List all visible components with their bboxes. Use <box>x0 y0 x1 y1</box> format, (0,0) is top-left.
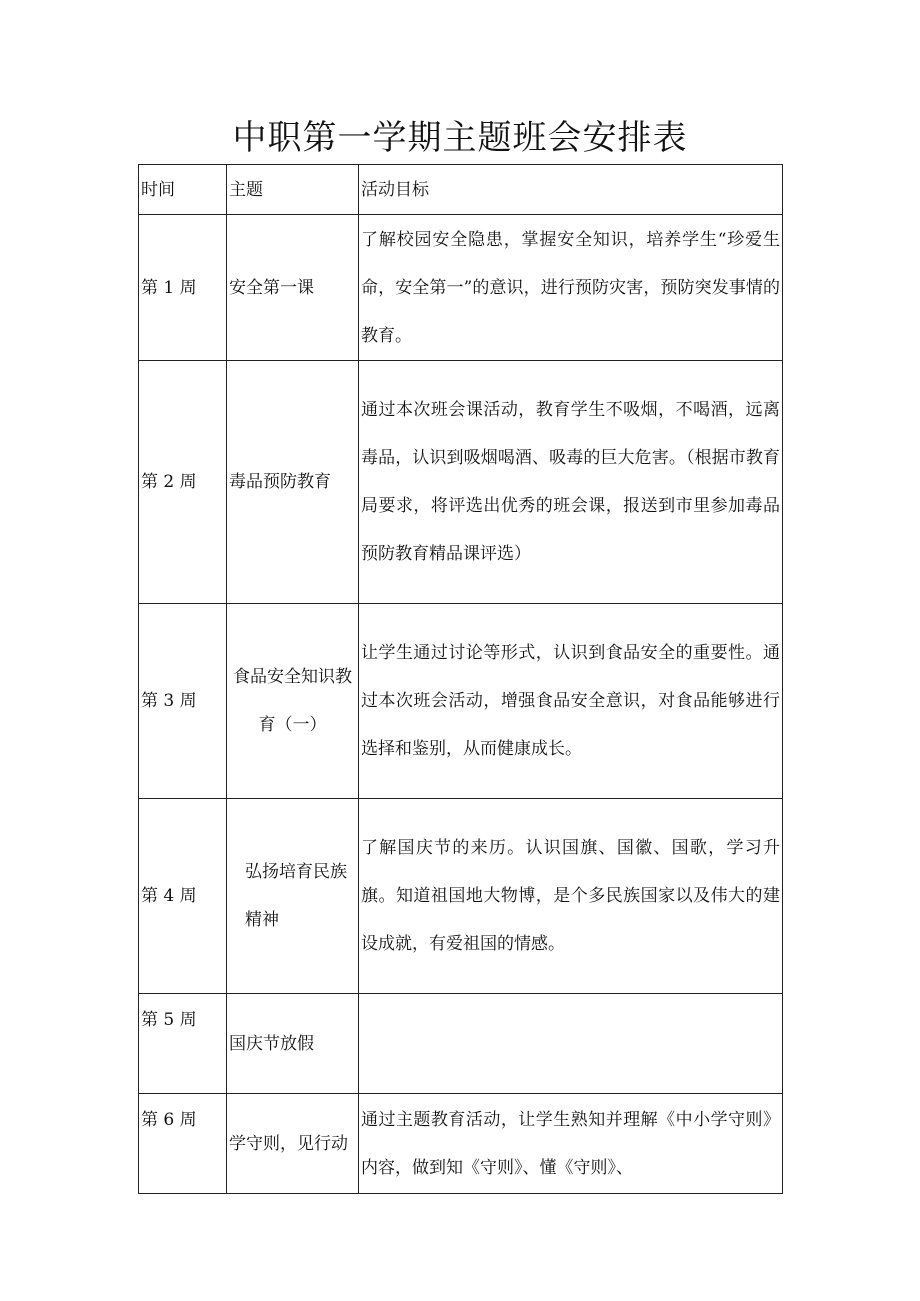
week-cell: 第 3 周 <box>139 604 227 799</box>
table-row <box>139 604 783 799</box>
schedule-table <box>138 164 783 1194</box>
page-title: 中职第一学期主题班会安排表 <box>232 118 688 158</box>
goal-cell <box>359 994 783 1094</box>
header-topic: 主题 <box>227 165 359 215</box>
table-row <box>139 799 783 994</box>
goal-cell: 通过本次班会课活动，教育学生不吸烟，不喝酒，远离毒品，认识到吸烟喝酒、吸毒的巨大危害。（根据市教育局要求，将评选出优秀的班会课，报送到市里参加毒品预防教育精品课评选） <box>359 361 783 604</box>
week-cell: 第 5 周 <box>139 994 227 1094</box>
table-header-row <box>139 165 783 215</box>
week-cell: 第 1 周 <box>139 215 227 361</box>
header-time: 时间 <box>139 165 227 215</box>
topic-cell: 国庆节放假 <box>227 994 359 1094</box>
table-row <box>139 994 783 1094</box>
goal-cell: 了解国庆节的来历。认识国旗、国徽、国歌，学习升旗。知道祖国地大物博，是个多民族国家以及伟大的建设成就，有爱祖国的情感。 <box>359 799 783 994</box>
table-row <box>139 215 783 361</box>
goal-cell: 通过主题教育活动，让学生熟知并理解《中小学守则》内容，做到知《守则》、懂《守则》、 <box>359 1094 783 1194</box>
header-goal: 活动目标 <box>359 165 783 215</box>
topic-cell: 毒品预防教育 <box>227 361 359 604</box>
table-row <box>139 361 783 604</box>
goal-cell: 了解校园安全隐患，掌握安全知识，培养学生“珍爱生命，安全第一”的意识，进行预防灾害，预防突发事情的教育。 <box>359 215 783 361</box>
topic-cell: 安全第一课 <box>227 215 359 361</box>
topic-cell: 学守则，见行动 <box>227 1094 359 1194</box>
topic-cell: 食品安全知识教育（一） <box>227 604 359 799</box>
topic-cell: 弘扬培育民族精神 <box>227 799 359 994</box>
table-row <box>139 1094 783 1194</box>
goal-cell: 让学生通过讨论等形式，认识到食品安全的重要性。通过本次班会活动，增强食品安全意识，对食品能够进行选择和鉴别，从而健康成长。 <box>359 604 783 799</box>
week-cell: 第 2 周 <box>139 361 227 604</box>
week-cell: 第 6 周 <box>139 1094 227 1194</box>
week-cell: 第 4 周 <box>139 799 227 994</box>
